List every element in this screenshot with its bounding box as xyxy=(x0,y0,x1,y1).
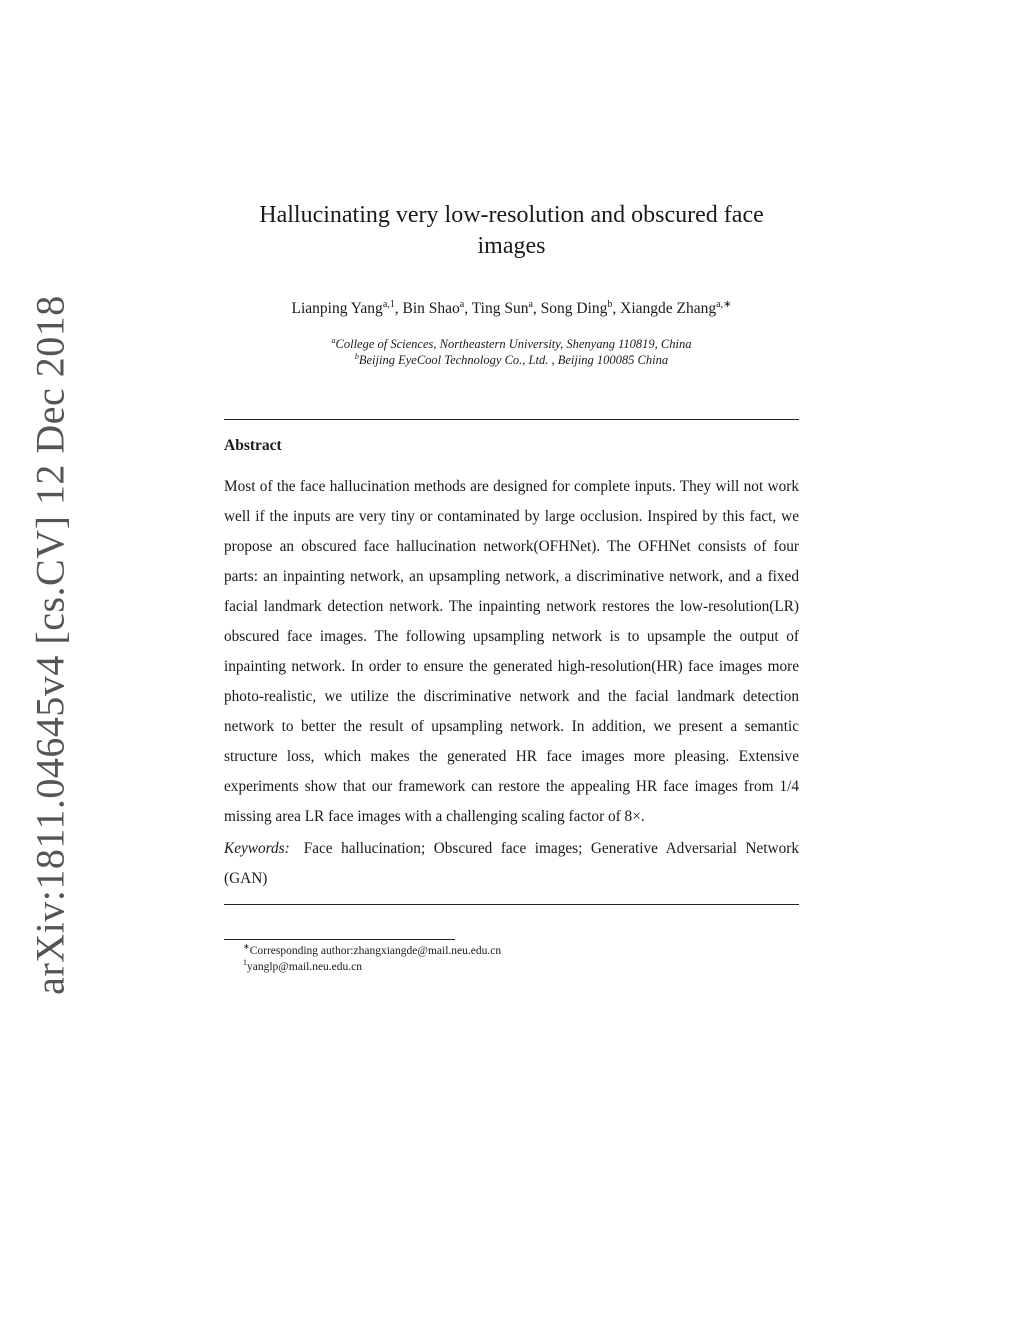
affiliation-text: College of Sciences, Northeastern University, Shenyang 110819, China xyxy=(335,337,692,351)
author-affiliation-mark: a xyxy=(459,298,465,310)
affiliation-mark: b xyxy=(354,351,359,361)
author-affiliation-mark: b xyxy=(607,298,613,310)
footnote-text: Corresponding author:zhangxiangde@mail.neu.edu.cn xyxy=(249,945,502,957)
front-matter xyxy=(224,200,799,975)
abstract-heading: Abstract xyxy=(224,437,282,454)
author-name: Ting Sun xyxy=(471,300,529,317)
abstract-top-rule xyxy=(224,419,799,420)
author-name: Song Ding xyxy=(540,300,608,317)
author-affiliation-mark: a,1 xyxy=(382,298,395,310)
affiliation-mark: a xyxy=(331,335,336,345)
affiliation-list xyxy=(224,336,799,368)
affiliation-line xyxy=(224,336,799,352)
author-affiliation-mark: a,∗ xyxy=(716,298,732,310)
affiliation-text: Beijing EyeCool Technology Co., Ltd. , Beijing 100085 China xyxy=(358,353,669,367)
author-separator: , xyxy=(612,300,621,317)
author-name: Lianping Yang xyxy=(291,300,383,317)
author-name: Bin Shao xyxy=(402,300,460,317)
author-separator: , xyxy=(394,300,403,317)
footnote xyxy=(243,943,799,959)
arxiv-stamp: arXiv:1811.04645v4 [cs.CV] 12 Dec 2018 xyxy=(27,295,73,995)
abstract-body: Most of the face hallucination methods are designed for complete inputs. They will not work well if the inputs are very tiny or contaminated by large occlusion. Inspired by this fact, we propose an obscured face hallucination network(OFHNet). The OFHNet consists of four parts: an inpainting network, an upsampling network, a discriminative network, and a fixed facial landmark detection network. The inpainting network restores the low-resolution(LR) obscured face images. The following upsampling network is to upsample the output of inpainting network. In order to ensure the generated high-resolution(HR) face images more photo-realistic, we utilize the discriminative network and the facial landmark detection network to better the result of upsampling network. In addition, we present a semantic structure loss, which makes the generated HR face images more pleasing. Extensive experiments show that our framework can restore the appealing HR face images from 1/4 missing area LR face images with a challenging scaling factor of 8×. xyxy=(224,478,799,825)
author-affiliation-mark: a xyxy=(528,298,533,310)
keywords xyxy=(224,834,799,894)
footnote-text: yanglp@mail.neu.edu.cn xyxy=(247,961,363,973)
author-separator: , xyxy=(464,300,472,317)
keywords-text: Face hallucination; Obscured face images; Generative Adversarial Network (GAN) xyxy=(224,840,799,887)
author-name: Xiangde Zhang xyxy=(620,300,717,317)
author-separator: , xyxy=(532,300,541,317)
footnote-mark: 1 xyxy=(243,958,247,968)
footnote xyxy=(243,959,799,975)
paper-title: Hallucinating very low-resolution and obscured face images xyxy=(259,202,764,259)
author-list xyxy=(224,300,799,318)
footnote-rule xyxy=(224,939,455,940)
abstract-bottom-rule xyxy=(224,904,799,905)
keywords-label: Keywords: xyxy=(224,840,290,857)
footnote-list xyxy=(224,943,799,975)
affiliation-line xyxy=(224,352,799,368)
footnote-mark: ∗ xyxy=(243,942,250,952)
